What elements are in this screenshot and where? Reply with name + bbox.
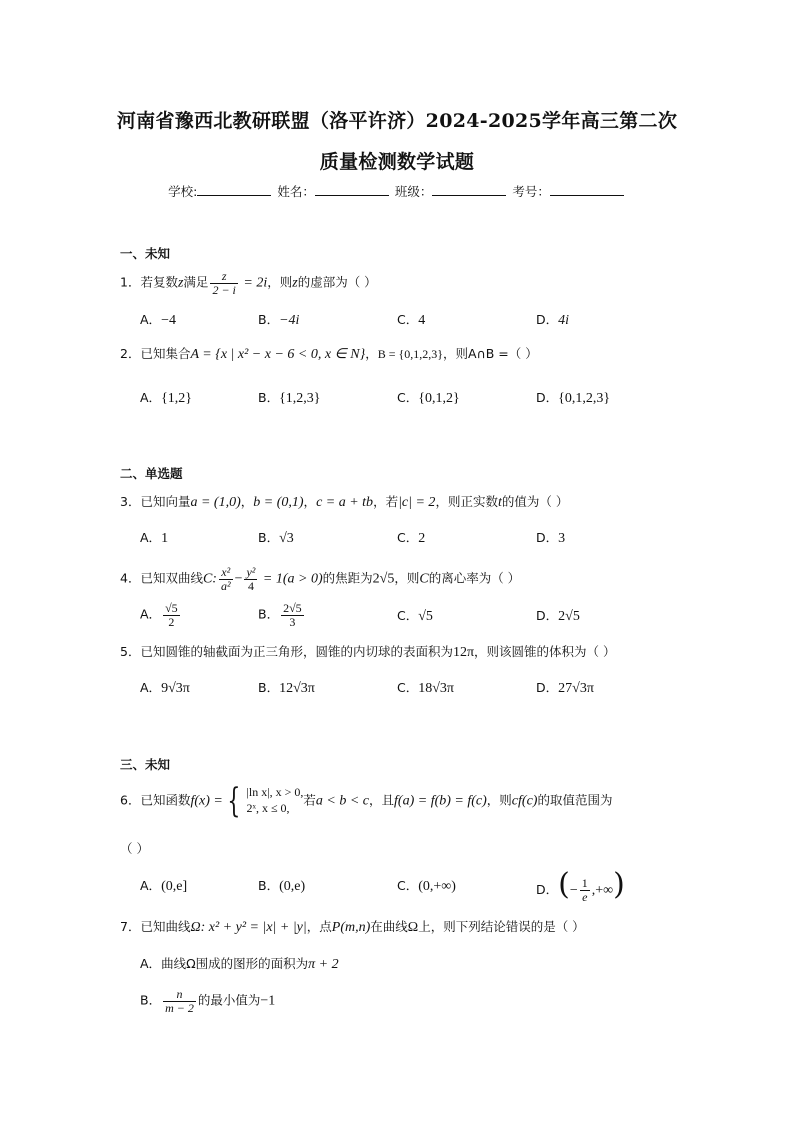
option-value: (0,+∞)	[418, 879, 456, 894]
name-label: 姓名：	[277, 184, 315, 199]
question-number: 6．	[120, 792, 141, 808]
option-a[interactable]	[140, 392, 192, 406]
option-label: A．	[140, 390, 162, 405]
question-text: ，则	[394, 570, 420, 586]
option-a[interactable]	[140, 958, 339, 972]
option-d[interactable]	[536, 682, 594, 696]
fraction	[580, 877, 590, 903]
option-value: 3	[558, 531, 566, 546]
question-text: ，则A∩B =（ ）	[443, 346, 538, 361]
question-text: ，若	[373, 494, 399, 509]
school-label: 学校:	[168, 184, 198, 199]
option-value: −	[569, 883, 578, 898]
question-text: ，且	[369, 792, 395, 808]
option-value: 4	[418, 313, 426, 328]
fraction-numerator: x²	[219, 566, 233, 580]
question-text: 已知曲线	[140, 919, 191, 934]
option-label: C．	[397, 390, 419, 405]
option-label: A．	[140, 312, 162, 327]
question-text: 已知函数	[140, 792, 191, 808]
question-text: ，则该圆锥的体积为（ ）	[474, 644, 616, 659]
option-b[interactable]	[258, 314, 299, 328]
option-value: (0,e)	[279, 879, 306, 894]
option-b[interactable]	[258, 602, 306, 628]
math-expr: c = a + tb	[316, 495, 374, 510]
option-label: A．	[140, 956, 162, 971]
question-text: ，则正实数	[435, 494, 498, 509]
math-expr: cf(c)	[511, 793, 538, 809]
option-label: D．	[536, 680, 559, 695]
fraction-denominator: m − 2	[165, 1000, 194, 1015]
fraction-numerator: z	[210, 270, 237, 284]
option-label: C．	[397, 530, 419, 545]
question-text: 若	[303, 792, 316, 808]
option-value: 4i	[558, 313, 570, 328]
question-text: ，则	[486, 792, 512, 808]
student-info-row	[0, 182, 794, 200]
exam-number-label: 考号：	[512, 184, 550, 199]
option-label: D．	[536, 608, 559, 623]
math-var: C	[419, 571, 429, 587]
math-expr: 12π	[452, 645, 475, 660]
option-c[interactable]	[397, 392, 460, 406]
math-expr: f(x) =	[190, 793, 223, 809]
question-number: 7．	[120, 919, 141, 934]
option-c[interactable]	[397, 532, 425, 546]
option-label: A．	[140, 530, 162, 545]
question-text: 的虚部为（ ）	[297, 274, 377, 290]
question-text: 满足	[183, 274, 209, 290]
section-heading: 一、未知	[120, 246, 171, 261]
class-label: 班级：	[394, 184, 433, 199]
option-b[interactable]	[258, 682, 315, 696]
exam-title-line1: 河南省豫西北教研联盟（洛平许济）2024-2025学年高三第二次	[116, 110, 678, 132]
math-expr: a < b < c	[315, 793, 370, 809]
math-expr: f(a) = f(b) = f(c)	[394, 793, 487, 809]
question-text: ，	[365, 346, 378, 361]
option-value: (0,e]	[161, 879, 188, 894]
question-text: 上，则下列结论错误的是（ ）	[418, 919, 585, 934]
fraction	[210, 270, 237, 296]
fraction-numerator: 2√5	[283, 601, 302, 615]
option-value: π + 2	[308, 957, 339, 972]
option-b[interactable]	[258, 532, 294, 546]
option-value: 27√3π	[558, 681, 594, 696]
question-2	[120, 348, 538, 362]
option-value: {1,2}	[161, 391, 193, 406]
fraction-numerator: y²	[246, 565, 256, 579]
math-var: t	[497, 495, 502, 510]
option-label: D．	[536, 882, 559, 897]
option-label: B．	[258, 680, 280, 695]
option-label: B．	[140, 992, 162, 1008]
option-text: 曲线Ω围成的图形的面积为	[161, 956, 309, 971]
option-label: B．	[258, 878, 280, 893]
class-field[interactable]	[432, 183, 506, 196]
option-a[interactable]	[140, 682, 190, 696]
piecewise-case: 2ˣ, x ≤ 0,	[246, 801, 290, 815]
option-value: −1	[260, 993, 276, 1009]
question-text: 的焦距为	[322, 570, 373, 586]
question-1	[120, 270, 377, 296]
option-value: 18√3π	[418, 681, 454, 696]
option-label: C．	[397, 878, 419, 893]
option-a[interactable]	[140, 880, 187, 894]
question-number: 3．	[120, 494, 141, 509]
question-text: 已知向量	[140, 494, 191, 509]
fraction	[219, 566, 233, 592]
question-text: 的取值范围为	[537, 792, 613, 808]
question-6-paren: （ ）	[120, 841, 149, 856]
option-a[interactable]	[140, 532, 168, 546]
option-value: 9√3π	[161, 681, 190, 696]
option-value: √3	[279, 531, 294, 546]
question-text: 的离心率为（ ）	[428, 570, 521, 586]
question-4: 4．已知双曲线C: $\frac{\text{x²}}{\text{a²}}$ − $\frac{\text{y²}}{4}$ = 1(a > 0)的焦距为2√5，则C的离心率为（ ）	[120, 565, 521, 593]
math-var: z	[177, 275, 184, 291]
fraction-denominator: e	[582, 890, 588, 904]
math-expr: P(m,n)	[331, 920, 371, 935]
question-7	[120, 921, 585, 935]
option-c[interactable]	[397, 314, 425, 328]
option-value: √5	[418, 609, 433, 624]
fraction-numerator: n	[163, 988, 196, 1002]
option-value: ,+∞	[591, 883, 614, 898]
math-expr: 2√5	[372, 571, 395, 587]
math-expr: = 1(a > 0)	[259, 571, 323, 587]
option-value: 2	[418, 531, 426, 546]
question-text: 若复数	[140, 274, 178, 290]
exam-number-field[interactable]	[550, 183, 624, 196]
option-label: C．	[397, 680, 419, 695]
piecewise-case: |ln x|, x > 0,	[246, 785, 304, 800]
question-text: ，点	[306, 919, 332, 934]
question-number: 4．	[120, 570, 141, 586]
option-label: C．	[397, 608, 419, 623]
option-value: 12√3π	[279, 681, 315, 696]
question-number: 5．	[120, 644, 141, 659]
option-c[interactable]	[397, 610, 433, 624]
question-5	[120, 646, 616, 660]
option-text: 的最小值为	[197, 992, 261, 1008]
option-a[interactable]	[140, 314, 176, 328]
option-c[interactable]	[397, 880, 456, 894]
fraction-denominator: a²	[220, 578, 231, 593]
option-d[interactable]	[536, 392, 610, 406]
fraction-denominator: 3	[289, 614, 296, 629]
math-var: z	[292, 275, 298, 291]
option-label: D．	[536, 390, 559, 405]
piecewise: { |ln x|, x > 0, 2ˣ, x ≤ 0,	[227, 781, 304, 821]
section-heading: 三、未知	[120, 757, 171, 772]
math-expr: = 2i	[239, 275, 268, 291]
exam-title-line2: 质量检测数学试题	[319, 151, 475, 173]
question-text: 已知圆锥的轴截面为正三角形，圆锥的内切球的表面积为	[140, 644, 453, 659]
option-b[interactable]	[258, 880, 305, 894]
question-3: 3．已知向量a = (1,0)，b = (0,1)，c = a + tb，若|c| = 2，则正实数t的值为（ ）	[120, 494, 569, 510]
section-heading: 二、单选题	[120, 466, 183, 481]
option-c[interactable]	[397, 682, 454, 696]
option-b[interactable]	[140, 988, 275, 1014]
question-text: 的值为（ ）	[501, 494, 569, 509]
option-value: −4i	[279, 313, 300, 328]
option-d[interactable]	[536, 532, 565, 546]
fraction	[281, 602, 304, 628]
option-label: D．	[536, 530, 559, 545]
option-b[interactable]	[258, 392, 321, 406]
question-text: 在曲线	[370, 919, 408, 934]
fraction-numerator: 1	[581, 876, 588, 891]
option-value: 1	[161, 531, 169, 546]
fraction-numerator: √5	[165, 601, 178, 615]
option-value: −4	[161, 313, 176, 328]
fraction	[244, 566, 257, 592]
option-d[interactable]	[536, 610, 580, 624]
math-expr: B = {0,1,2,3}	[377, 347, 444, 361]
option-value: {0,1,2}	[418, 391, 460, 406]
fraction-denominator: 4	[247, 578, 254, 593]
option-label: A．	[140, 606, 162, 622]
question-text: 已知双曲线	[140, 570, 203, 586]
option-label: B．	[258, 606, 280, 622]
math-expr: Ω: x² + y² = |x| + |y|	[190, 920, 307, 935]
option-label: B．	[258, 390, 280, 405]
option-label: A．	[140, 680, 162, 695]
question-6	[120, 781, 613, 821]
fraction-denominator: 2	[168, 614, 175, 629]
option-value: 2√5	[558, 609, 580, 624]
option-value: {0,1,2,3}	[558, 391, 611, 406]
option-value: {1,2,3}	[279, 391, 321, 406]
option-a[interactable]	[140, 602, 182, 628]
math-expr: b = (0,1)	[253, 495, 304, 510]
math-var: C:	[202, 571, 217, 587]
question-number: 2．	[120, 346, 141, 361]
question-text: 已知集合	[140, 346, 191, 361]
option-label: C．	[397, 312, 419, 327]
option-label: B．	[258, 312, 280, 327]
math-expr: |c| = 2	[398, 495, 436, 510]
option-d[interactable]	[536, 314, 569, 328]
option-d[interactable]: D．(− $\frac{1}{e}$ ,+∞)	[536, 867, 625, 904]
question-text: ，则	[267, 274, 293, 290]
school-field[interactable]	[197, 183, 271, 196]
math-expr: A = {x | x² − x − 6 < 0, x ∈ N}	[190, 347, 366, 362]
fraction-denominator: 2 − i	[212, 282, 236, 297]
fraction	[163, 988, 196, 1014]
question-number: 1．	[120, 274, 141, 290]
math-expr: Ω	[407, 920, 419, 935]
fraction	[163, 602, 180, 628]
math-expr: a = (1,0)	[190, 495, 241, 510]
option-label: A．	[140, 878, 162, 893]
option-label: B．	[258, 530, 280, 545]
name-field[interactable]	[315, 183, 389, 196]
option-label: D．	[536, 312, 559, 327]
